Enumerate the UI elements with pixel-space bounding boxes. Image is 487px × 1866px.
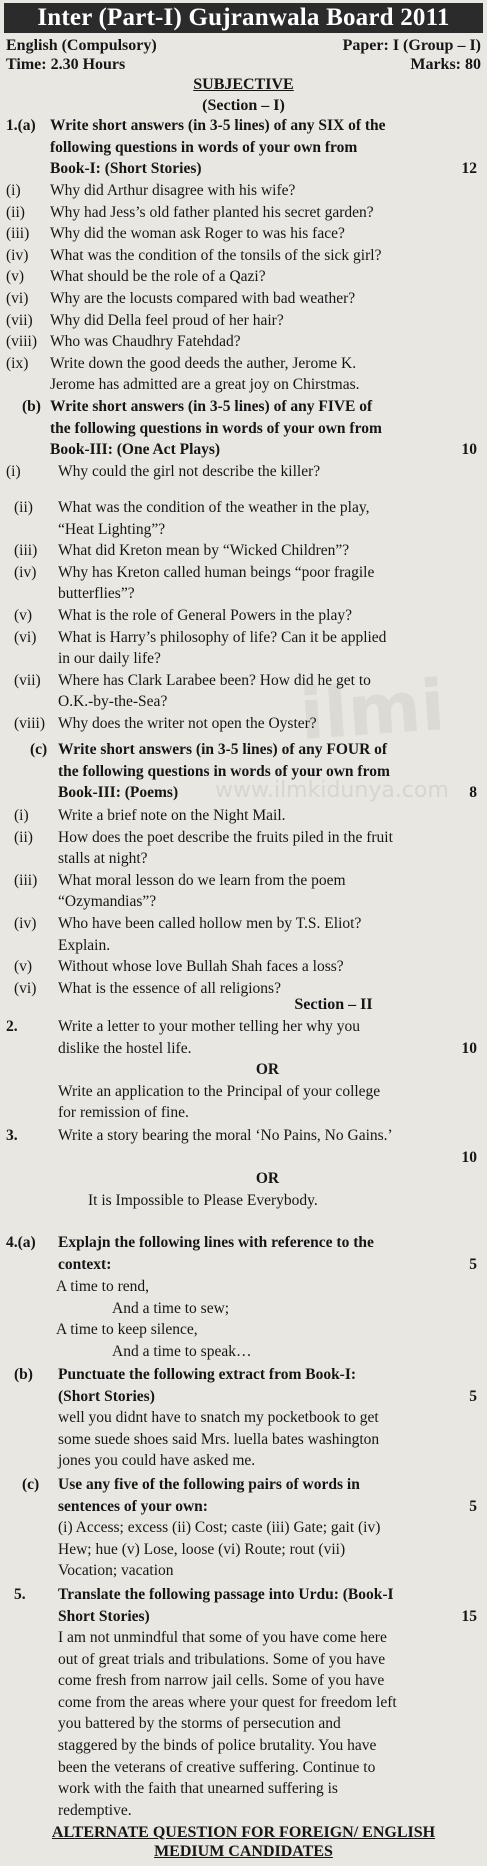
- list-item: (viii) Why does the writer not open the Oyster?: [14, 714, 317, 732]
- q3-or: OR: [255, 1170, 280, 1188]
- list-item: (i) Why could the girl not describe the killer?: [6, 463, 321, 480]
- subject-label: English (Compulsory): [6, 37, 157, 54]
- section-2-heading: Section – II: [294, 996, 373, 1013]
- q1b-marks: 10: [461, 441, 477, 459]
- list-item: (viii) Who was Chaudhry Fatehdad?: [6, 333, 241, 351]
- q1a-line: Write short answers (in 3-5 lines) of any SIX of the: [50, 117, 386, 134]
- paper-title-banner: Inter (Part-I) Gujranwala Board 2011: [4, 3, 483, 33]
- q1b-number: (b): [22, 398, 41, 415]
- q4c-number: (c): [22, 1476, 40, 1493]
- list-item: (i) Why did Arthur disagree with his wife?: [6, 182, 296, 199]
- time-label: Time: 2.30 Hours: [6, 56, 126, 73]
- list-item: (vii) Why did Della feel proud of her hair?: [6, 311, 284, 329]
- watermark-url: www.ilmkidunya.com: [215, 778, 449, 803]
- q3-number: 3.: [6, 1127, 18, 1144]
- q4c-marks: 5: [469, 1497, 477, 1515]
- list-item: (ii) Why had Jess’s old father planted his secret garden?: [6, 203, 374, 221]
- exam-paper-page: ilmi www.ilmkidunya.com Inter (Part-I) Gujranwala Board 2011 English (Compulsory) Paper: I (Group – I) Time: 2.30 Hours Marks: 80 SUBJECTIVE (Section – I) 1.(a) Write short answers (in 3-5 lines) of any SIX of the following questions in words of your own from Book-I: (Short Stories) 12 (i) Why did Arthur disagree with his wife? (ii) Why had Jess’s old father planted his secret garden? (iii) Why did the woman ask Roger to was his face? (iv) What was the condition of the tonsils of the sick girl? (v) What should be the role of a Qazi? (vi) Why are the locusts compared with bad weather? (vii) Why did Della feel proud of her hair? (viii) Who was Chaudhry Fatehdad? (ix) Write down the good deeds the auther, Jerome K. Jerome has admitted are a great joy on Chirstmas. (b) Write short answers (in 3-5 lines) of any FIVE of the following questions in words of your own from Book-III: (One Act Plays) 10 (i) Why could the girl not describe the killer? (ii) What was the condition of the weather in the play, “Heat Lighting”? (iii) What did Kreton mean by “Wicked Children”? (iv) Why has Kreton called human beings “poor fragile butterflies”? (v) What is the role of General Powers in the play? (vi) What is Harry’s philosophy of life? Can it be applied in our daily life? (vii) Where has Clark Larabee been? How did he get to O.K.-by-the-Sea? (viii) Why does the writer not open the Oyster? (c) Write short answers (in 3-5 lines) of any FOUR of the following questions in words of your own from Book-III: (Poems) 8 (i) Write a brief note on the Night Mail. (ii) How does the poet describe the fruits piled in the fruit stalls at night? (iii) What moral lesson do we learn from the poem “Ozymandias”? (iv) Who have been called hollow men by T.S. Eliot? Explain. (v) Without whose love Bullah Shah faces a loss? (vi) What is the essence of all religions? Section – II 2. Write a letter to your mother telling her why you dislike the hostel life. 10 OR Write an application to the Principal of your college for remission of fine. 3. Write a story bearing the moral ‘No Pains, No Gains.’ 10 OR It is Impossible to Please Everybody. 4.(a) Explajn the following lines with reference to the context: 5 A time to rend, And a time to sew; A time to keep silence, And a time to speak… (b) Punctuate the following extract from Book-I: (Short Stories) 5 well you didnt have to snatch my pocketbook to get some suede shoes said Mrs. luella bates washington jones you could have asked me. (c) Use any five of the following pairs of words in sentences of your own: 5 (i) Access; excess (ii) Cost; caste (iii) Gate; gait (iv) Hew; hue (v) Lose, loose (vi) Route; rout (vii) Vocation; vacation 5. Translate the following passage into Urdu: (Book-I Short Stories) 15 I am not unmindful that some of you have come here out of great trials and tribulations. Some of you have come fresh from narrow jail cells. Some of you have come from the areas where your quest for freedom left you battered by the storms of persecution and staggered by the binds of police brutality. You have been the veterans of creative suffering. Continue to work with the faith that unearned suffering is redemptive. ALTERNATE QUESTION FOR FOREIGN/ ENGLISH MEDIUM CANDIDATES: [0, 0, 487, 1866]
- q1c-number: (c): [30, 741, 48, 758]
- marks-label: Marks: 80: [410, 56, 481, 73]
- q1a-line: Book-I: (Short Stories) 12: [50, 158, 477, 180]
- list-item: (iii) What did Kreton mean by “Wicked Children”?: [14, 542, 350, 560]
- q1c-marks: 8: [469, 784, 477, 802]
- q5-marks: 15: [461, 1607, 477, 1625]
- q1c-item-list: [0, 805, 487, 999]
- list-item: (iv) What was the condition of the tonsils of the sick girl?: [6, 246, 382, 264]
- q1a-number: 1.(a): [6, 117, 36, 134]
- list-item: (iii) What moral lesson do we learn from the poem “Ozymandias”?: [14, 871, 346, 911]
- section-1-heading: (Section – I): [202, 97, 285, 114]
- list-item: (iv) Who have been called hollow men by T.S. Eliot? Explain.: [14, 914, 362, 954]
- list-item: (v) What is the role of General Powers in the play?: [14, 606, 352, 624]
- q4a-number: 4.(a): [6, 1234, 36, 1251]
- q1b-item-list: [0, 461, 487, 756]
- list-item: (v) Without whose love Bullah Shah faces a loss?: [14, 958, 344, 976]
- q1a-marks: 12: [461, 160, 477, 178]
- alternate-heading-line1: ALTERNATE QUESTION FOR FOREIGN/ ENGLISH: [51, 1824, 436, 1841]
- list-item: (iv) Why has Kreton called human beings “poor fragile butterflies”?: [14, 563, 375, 603]
- list-item: (ii) How does the poet describe the fruits piled in the fruit stalls at night?: [14, 828, 393, 868]
- list-item: (vi) What is the essence of all religions?: [14, 979, 281, 997]
- q2-marks: 10: [461, 1039, 477, 1057]
- list-item: (vi) What is Harry’s philosophy of life? Can it be applied in our daily life?: [14, 628, 387, 668]
- list-item: (i) Write a brief note on the Night Mail.: [14, 807, 286, 824]
- list-item: (ii) What was the condition of the weather in the play, “Heat Lighting”?: [14, 499, 370, 538]
- alternate-heading-line2: MEDIUM CANDIDATES: [154, 1843, 333, 1860]
- q4a-poem: A time to rend, And a time to sew; A time to keep silence, And a time to speak…: [56, 1278, 252, 1360]
- subjective-heading: SUBJECTIVE: [193, 76, 294, 93]
- paper-label: Paper: I (Group – I): [342, 37, 481, 54]
- q5-number: 5.: [14, 1586, 26, 1603]
- q4a-marks: 5: [469, 1255, 477, 1273]
- list-item: (vi) Why are the locusts compared with bad weather?: [6, 289, 356, 307]
- list-item: (iii) Why did the woman ask Roger to was his face?: [6, 225, 345, 243]
- list-item: (ix) Write down the good deeds the auther, Jerome K. Jerome has admitted are a great joy on Chirstmas.: [6, 354, 360, 394]
- q4b-number: (b): [14, 1366, 33, 1383]
- q4b-marks: 5: [469, 1387, 477, 1405]
- q2-number: 2.: [6, 1018, 18, 1035]
- q2-or: OR: [255, 1061, 280, 1079]
- watermark-logo: ilmi: [297, 664, 448, 756]
- q1a-line: following questions in words of your own from: [50, 138, 358, 156]
- list-item: (vii) Where has Clark Larabee been? How did he get to O.K.-by-the-Sea?: [14, 671, 371, 711]
- q3-marks: 10: [461, 1148, 477, 1166]
- q1a-item-list: [0, 180, 487, 396]
- list-item: (v) What should be the role of a Qazi?: [6, 268, 266, 286]
